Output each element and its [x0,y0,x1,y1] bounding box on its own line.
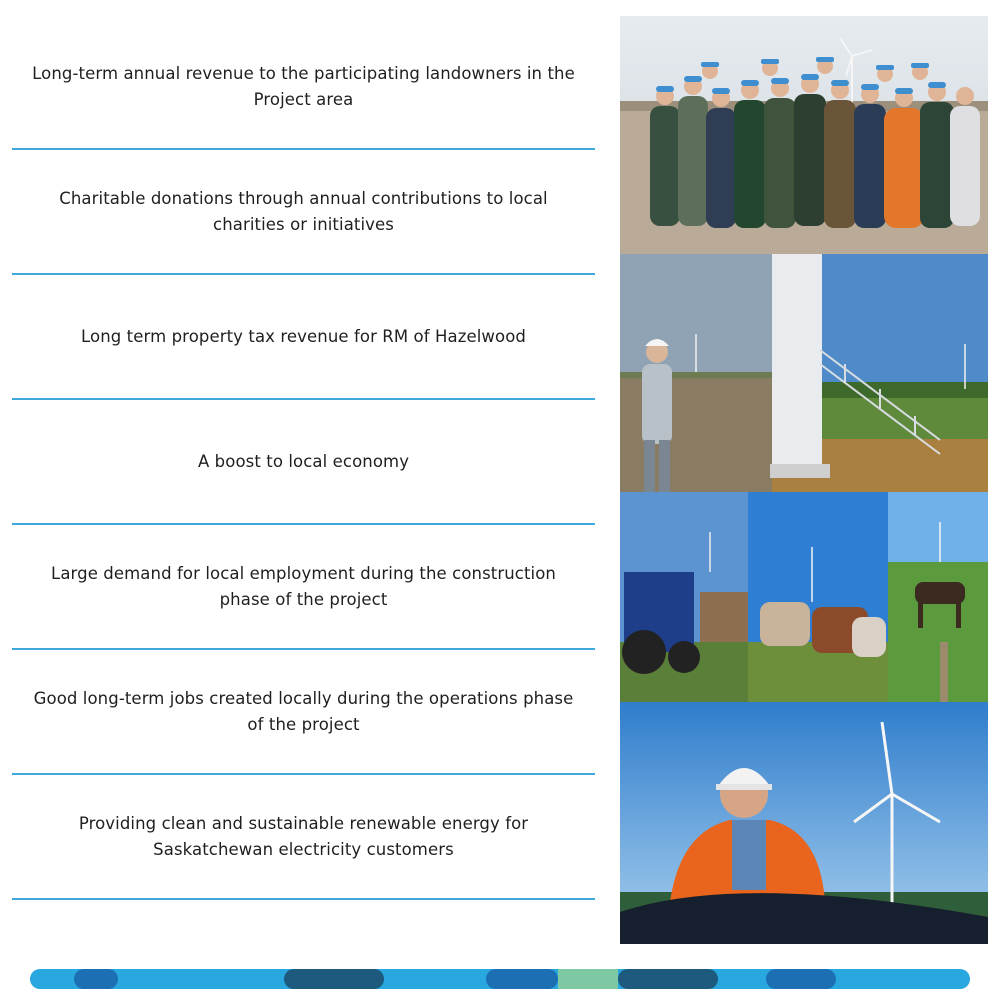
benefit-text: Providing clean and sustainable renewable energy for Saskatchewan electricity customers [78,813,529,859]
benefit-item [12,150,595,275]
photo-collage [620,16,988,944]
worker-photo [620,702,988,944]
benefit-item [12,525,595,650]
benefit-text: Long term property tax revenue for RM of Hazelwood [81,326,526,346]
benefit-text: Charitable donations through annual contributions to local charities or initiatives [59,188,548,234]
benefit-item [12,400,595,525]
group-photo [620,16,988,254]
farm-photo [620,492,988,702]
turbine-site-photo [620,254,988,492]
decorative-footer-bar [30,969,970,989]
benefit-text: Good long-term jobs created locally during the operations phase of the project [33,688,574,734]
benefit-item [12,275,595,400]
benefit-item [12,25,595,150]
benefits-list [12,25,595,900]
benefit-text: Long-term annual revenue to the participating landowners in the Project area [32,63,575,109]
benefit-item [12,650,595,775]
benefit-item [12,775,595,900]
benefit-text: A boost to local economy [197,451,410,471]
benefit-text: Large demand for local employment during the construction phase of the project [51,563,556,609]
